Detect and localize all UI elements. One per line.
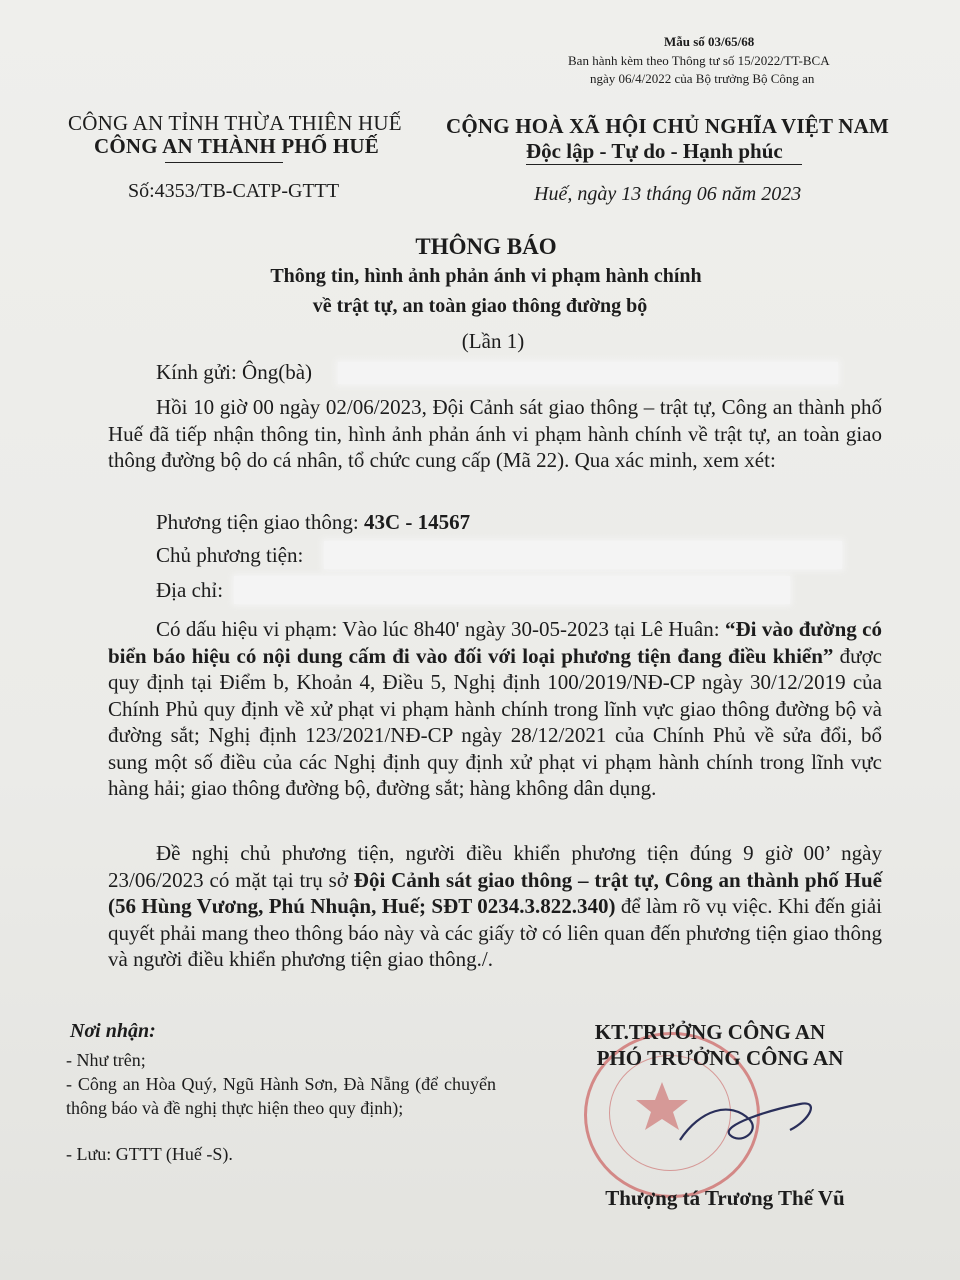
notice-times: (Lần 1) (461, 329, 525, 353)
signature-title-2: PHÓ TRƯỞNG CÔNG AN (596, 1046, 844, 1070)
paragraph-violation (108, 616, 882, 802)
recipient-item-1: - Như trên; (66, 1050, 146, 1070)
vehicle-line (156, 510, 470, 535)
violation-description: “Đi vào đường có biển báo hiệu có nội dung cấm đi vào đối với loại phương tiện đang điều khiển” (108, 617, 882, 668)
violation-legal-basis: được quy định tại Điểm b, Khoản 4, Điều 5, Nghị định 100/2019/NĐ-CP ngày 30/12/2019 của Chính Phủ quy định về xử phạt vi phạm hành chính trong lĩnh vực giao thông đường bộ và đường sắt; Nghị định 123/2021/NĐ-CP ngày 28/12/2021 của Chính Phủ về sửa đổi, bổ sung một số điều của các Nghị định quy định xử phạt vi phạm hành chính trong lĩnh vực hàng hải; giao thông đường bộ, đường sắt; hàng không dân dụng. (108, 643, 882, 800)
form-issued-line1: Ban hành kèm theo Thông tư số 15/2022/TT-BCA (568, 53, 830, 68)
request-rest: để làm rõ vụ việc. Khi đến giải quyết phải mang theo thông báo này và các giấy tờ có liên quan đến phương tiện giao thông và người điều khiển phương tiện giao thông./. (108, 894, 882, 971)
nation-motto: Độc lập - Tự do - Hạnh phúc (526, 139, 783, 163)
redacted-address (234, 576, 790, 604)
nation-line1: CỘNG HOÀ XÃ HỘI CHỦ NGHĨA VIỆT NAM (446, 114, 889, 138)
form-issued-line2: ngày 06/4/2022 của Bộ trưởng Bộ Công an (590, 71, 815, 86)
vehicle-plate: 43C - 14567 (363, 510, 471, 534)
motto-underline (526, 164, 802, 165)
vehicle-label: Phương tiện giao thông: (156, 510, 359, 534)
owner-label: Chủ phương tiện: (156, 543, 304, 567)
notice-subtitle-1: Thông tin, hình ảnh phản ánh vi phạm hành chính (270, 265, 702, 287)
agency-underline (165, 162, 283, 163)
redacted-owner (324, 541, 842, 569)
notice-subtitle-2: về trật tự, an toàn giao thông đường bộ (312, 295, 648, 317)
redacted-recipient-name (338, 362, 838, 384)
recipients-heading: Nơi nhận: (70, 1020, 156, 1042)
agency-line1: CÔNG AN TỈNH THỪA THIÊN HUẾ (68, 111, 402, 135)
form-number: Mẫu số 03/65/68 (664, 34, 755, 49)
agency-line2: CÔNG AN THÀNH PHỐ HUẾ (94, 134, 380, 158)
recipient-item-2: - Công an Hòa Quý, Ngũ Hành Sơn, Đà Nẵng (để chuyển thông báo và đề nghị thực hiện theo quy định); (66, 1074, 496, 1118)
request-intro: Đề nghị chủ phương tiện, người điều khiển phương tiện đúng 9 giờ 00’ ngày 23/06/2023 có mặt tại trụ sở (108, 841, 882, 892)
document-number: Số:4353/TB-CATP-GTTT (128, 180, 340, 202)
recipient-item-3: - Lưu: GTTT (Huế -S). (66, 1144, 233, 1164)
signer-name: Thượng tá Trương Thế Vũ (605, 1186, 845, 1210)
paragraph-request (108, 840, 882, 973)
violation-intro: Có dấu hiệu vi phạm: Vào lúc 8h40' ngày 30-05-2023 tại Lê Huân: (156, 617, 725, 641)
handwritten-signature (660, 1090, 860, 1160)
signature-title-1: KT.TRƯỞNG CÔNG AN (594, 1020, 826, 1044)
greeting: Kính gửi: Ông(bà) (156, 360, 313, 384)
notice-title: THÔNG BÁO (415, 234, 557, 259)
address-label: Địa chỉ: (156, 578, 224, 602)
place-date: Huế, ngày 13 tháng 06 năm 2023 (534, 183, 802, 205)
request-location: Đội Cảnh sát giao thông – trật tự, Công an thành phố Huế (56 Hùng Vương, Phú Nhuận, Huế; SĐT 0234.3.822.340) (108, 867, 882, 918)
paragraph-reception: Hồi 10 giờ 00 ngày 02/06/2023, Đội Cảnh sát giao thông – trật tự, Công an thành phố Huế đã tiếp nhận thông tin, hình ảnh phản ánh vi phạm hành chính về trật tự, an toàn giao thông đường bộ do cá nhân, tổ chức cung cấp (Mã 22). Qua xác minh, xem xét: (108, 395, 882, 472)
